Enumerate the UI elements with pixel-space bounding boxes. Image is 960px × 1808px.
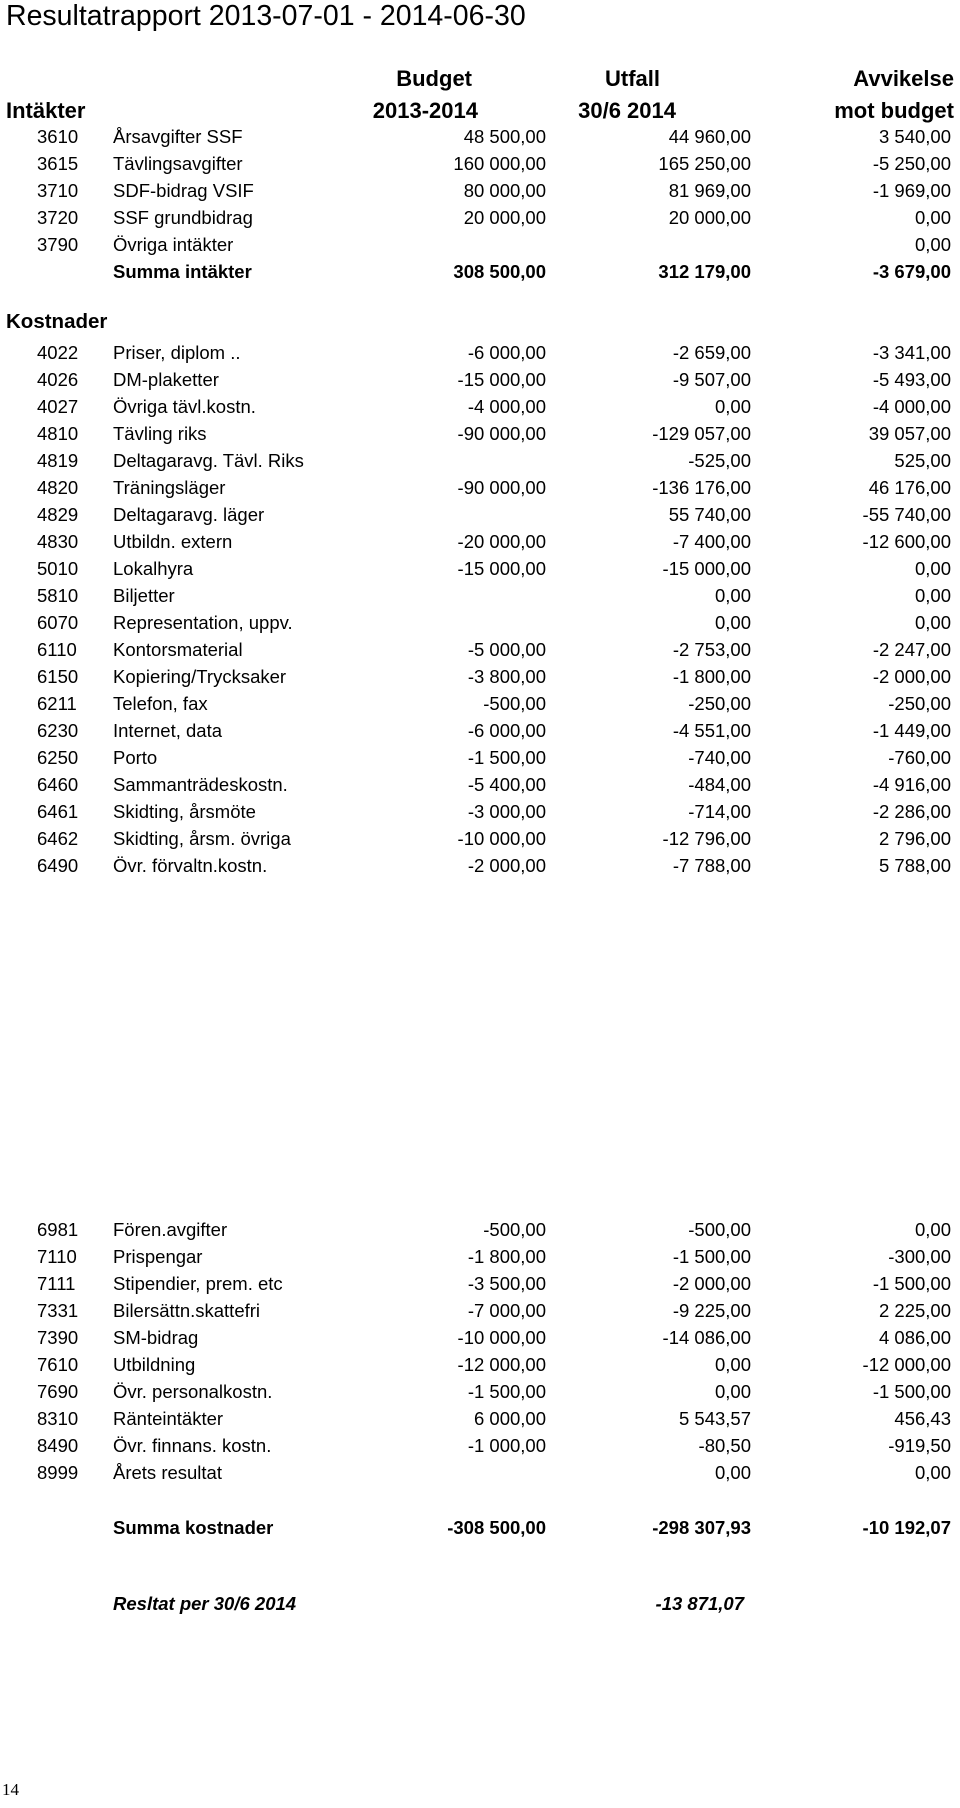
cost-row bbox=[0, 502, 960, 528]
budget-value: -500,00 bbox=[483, 1219, 546, 1240]
income-section-heading: Intäkter bbox=[6, 98, 86, 123]
deviation-value: 525,00 bbox=[894, 450, 951, 471]
outcome-value: -80,50 bbox=[698, 1435, 751, 1456]
outcome-value: 0,00 bbox=[714, 1381, 751, 1402]
income-row bbox=[0, 232, 960, 258]
account-code: 3615 bbox=[37, 153, 79, 174]
account-code: 5810 bbox=[37, 585, 79, 606]
account-name: Kopiering/Trycksaker bbox=[113, 666, 287, 687]
account-name: Deltagaravg. Tävl. Riks bbox=[113, 450, 304, 471]
cost-row bbox=[0, 1271, 960, 1297]
cost-row bbox=[0, 1433, 960, 1459]
account-code: 6981 bbox=[37, 1219, 79, 1240]
account-name: Årsavgifter SSF bbox=[113, 126, 243, 147]
deviation-value: 456,43 bbox=[894, 1408, 951, 1429]
deviation-value: -919,50 bbox=[888, 1435, 951, 1456]
budget-value: -6 000,00 bbox=[467, 342, 546, 363]
outcome-value: -500,00 bbox=[688, 1219, 751, 1240]
budget-value: -3 000,00 bbox=[467, 801, 546, 822]
deviation-value: -12 000,00 bbox=[862, 1354, 951, 1375]
cost-row bbox=[0, 826, 960, 852]
deviation-value: -2 286,00 bbox=[872, 801, 951, 822]
account-name: Tävling riks bbox=[113, 423, 207, 444]
budget-value: -20 000,00 bbox=[457, 531, 546, 552]
cost-row bbox=[0, 637, 960, 663]
account-code: 6461 bbox=[37, 801, 79, 822]
outcome-value: -484,00 bbox=[688, 774, 751, 795]
account-name: Deltagaravg. läger bbox=[113, 504, 265, 525]
cost-row bbox=[0, 1244, 960, 1270]
account-name: SM-bidrag bbox=[113, 1327, 199, 1348]
budget-value: 20 000,00 bbox=[463, 207, 546, 228]
account-name: Skidting, årsmöte bbox=[113, 801, 256, 822]
deviation-value: -4 916,00 bbox=[872, 774, 951, 795]
account-code: 3790 bbox=[37, 234, 79, 255]
cost-row bbox=[0, 1325, 960, 1351]
cost-total-label: Summa kostnader bbox=[113, 1517, 274, 1538]
cost-total-outcome: -298 307,93 bbox=[652, 1517, 751, 1538]
account-code: 3610 bbox=[37, 126, 79, 147]
outcome-value: -2 753,00 bbox=[672, 639, 751, 660]
costs-section-heading: Kostnader bbox=[6, 310, 108, 333]
cost-row bbox=[0, 691, 960, 717]
account-name: Bilersättn.skattefri bbox=[113, 1300, 261, 1321]
account-code: 8490 bbox=[37, 1435, 79, 1456]
budget-header-line2: 2013-2014 bbox=[372, 98, 478, 123]
result-value: -13 871,07 bbox=[655, 1593, 744, 1614]
account-code: 6490 bbox=[37, 855, 79, 876]
cost-row bbox=[0, 1406, 960, 1432]
outcome-value: 20 000,00 bbox=[668, 207, 751, 228]
account-name: Porto bbox=[113, 747, 158, 768]
income-row bbox=[0, 124, 960, 150]
outcome-value: 5 543,57 bbox=[678, 1408, 751, 1429]
account-code: 6211 bbox=[37, 693, 77, 714]
cost-row bbox=[0, 583, 960, 609]
outcome-value: -250,00 bbox=[688, 693, 751, 714]
cost-row bbox=[0, 556, 960, 582]
page-number: 14 bbox=[2, 1780, 19, 1799]
account-name: Träningsläger bbox=[113, 477, 226, 498]
outcome-value: 0,00 bbox=[714, 1354, 751, 1375]
account-code: 7690 bbox=[37, 1381, 79, 1402]
deviation-value: -1 449,00 bbox=[872, 720, 951, 741]
outcome-value: 0,00 bbox=[714, 585, 751, 606]
cost-row bbox=[0, 475, 960, 501]
budget-value: 80 000,00 bbox=[463, 180, 546, 201]
account-code: 6070 bbox=[37, 612, 79, 633]
account-name: Utbildning bbox=[113, 1354, 196, 1375]
deviation-value: -3 341,00 bbox=[872, 342, 951, 363]
cost-row bbox=[0, 529, 960, 555]
outcome-value: -2 000,00 bbox=[672, 1273, 751, 1294]
account-name: Kontorsmaterial bbox=[113, 639, 243, 660]
account-name: Övriga tävl.kostn. bbox=[113, 396, 256, 417]
outcome-header-line2: 30/6 2014 bbox=[578, 98, 676, 123]
budget-header-line1: Budget bbox=[396, 66, 472, 91]
budget-value: 48 500,00 bbox=[463, 126, 546, 147]
account-code: 4022 bbox=[37, 342, 79, 363]
outcome-value: 0,00 bbox=[714, 612, 751, 633]
budget-value: 160 000,00 bbox=[453, 153, 546, 174]
outcome-value: -15 000,00 bbox=[662, 558, 751, 579]
cost-row bbox=[0, 718, 960, 744]
account-code: 4810 bbox=[37, 423, 79, 444]
deviation-value: 4 086,00 bbox=[878, 1327, 951, 1348]
deviation-value: -300,00 bbox=[888, 1246, 951, 1267]
cost-row bbox=[0, 1298, 960, 1324]
cost-row bbox=[0, 1217, 960, 1243]
deviation-value: 0,00 bbox=[914, 558, 951, 579]
deviation-value: -5 250,00 bbox=[872, 153, 951, 174]
outcome-value: 55 740,00 bbox=[668, 504, 751, 525]
account-name: Övr. finnans. kostn. bbox=[113, 1435, 272, 1456]
deviation-value: -760,00 bbox=[888, 747, 951, 768]
cost-row bbox=[0, 1352, 960, 1378]
account-name: SDF-bidrag VSIF bbox=[113, 180, 254, 201]
account-code: 5010 bbox=[37, 558, 79, 579]
budget-value: -2 000,00 bbox=[467, 855, 546, 876]
deviation-value: -2 247,00 bbox=[872, 639, 951, 660]
outcome-value: -1 800,00 bbox=[672, 666, 751, 687]
account-name: Övr. personalkostn. bbox=[113, 1381, 273, 1402]
outcome-value: -136 176,00 bbox=[652, 477, 751, 498]
budget-value: -15 000,00 bbox=[457, 369, 546, 390]
deviation-value: 0,00 bbox=[914, 585, 951, 606]
cost-row bbox=[0, 340, 960, 366]
outcome-value: -9 225,00 bbox=[672, 1300, 751, 1321]
account-code: 4830 bbox=[37, 531, 79, 552]
account-code: 7111 bbox=[37, 1273, 76, 1294]
cost-row bbox=[0, 394, 960, 420]
cost-total-deviation: -10 192,07 bbox=[862, 1517, 951, 1538]
budget-value: -1 000,00 bbox=[467, 1435, 546, 1456]
account-code: 4027 bbox=[37, 396, 79, 417]
deviation-value: 2 796,00 bbox=[878, 828, 951, 849]
account-name: Internet, data bbox=[113, 720, 223, 741]
cost-row bbox=[0, 1460, 960, 1486]
deviation-value: -55 740,00 bbox=[862, 504, 951, 525]
outcome-value: 0,00 bbox=[714, 396, 751, 417]
budget-value: -10 000,00 bbox=[457, 1327, 546, 1348]
deviation-value: -5 493,00 bbox=[872, 369, 951, 390]
budget-value: -12 000,00 bbox=[457, 1354, 546, 1375]
budget-value: -7 000,00 bbox=[467, 1300, 546, 1321]
budget-value: -3 800,00 bbox=[467, 666, 546, 687]
outcome-value: 165 250,00 bbox=[658, 153, 751, 174]
budget-value: -500,00 bbox=[483, 693, 546, 714]
deviation-value: 0,00 bbox=[914, 234, 951, 255]
account-name: Lokalhyra bbox=[113, 558, 194, 579]
deviation-value: -12 600,00 bbox=[862, 531, 951, 552]
outcome-value: -129 057,00 bbox=[652, 423, 751, 444]
outcome-value: 81 969,00 bbox=[668, 180, 751, 201]
cost-row bbox=[0, 664, 960, 690]
account-code: 6110 bbox=[37, 639, 77, 660]
account-code: 3720 bbox=[37, 207, 79, 228]
account-code: 8999 bbox=[37, 1462, 79, 1483]
account-name: SSF grundbidrag bbox=[113, 207, 253, 228]
budget-value: -15 000,00 bbox=[457, 558, 546, 579]
account-code: 6250 bbox=[37, 747, 79, 768]
account-name: Prispengar bbox=[113, 1246, 203, 1267]
deviation-header-line2: mot budget bbox=[834, 98, 954, 123]
account-name: Årets resultat bbox=[113, 1462, 222, 1483]
outcome-value: -4 551,00 bbox=[672, 720, 751, 741]
account-name: Utbildn. extern bbox=[113, 531, 233, 552]
account-code: 6150 bbox=[37, 666, 79, 687]
budget-value: -1 500,00 bbox=[467, 1381, 546, 1402]
account-name: Representation, uppv. bbox=[113, 612, 293, 633]
income-total-deviation: -3 679,00 bbox=[872, 261, 951, 282]
income-total-label: Summa intäkter bbox=[113, 261, 252, 282]
account-name: Skidting, årsm. övriga bbox=[113, 828, 291, 849]
outcome-value: -740,00 bbox=[688, 747, 751, 768]
income-row bbox=[0, 151, 960, 177]
income-row bbox=[0, 178, 960, 204]
account-code: 7331 bbox=[37, 1300, 79, 1321]
outcome-value: -12 796,00 bbox=[662, 828, 751, 849]
outcome-value: -14 086,00 bbox=[662, 1327, 751, 1348]
deviation-value: 39 057,00 bbox=[868, 423, 951, 444]
outcome-value: -2 659,00 bbox=[672, 342, 751, 363]
deviation-value: -1 969,00 bbox=[872, 180, 951, 201]
account-code: 7390 bbox=[37, 1327, 79, 1348]
outcome-value: 44 960,00 bbox=[668, 126, 751, 147]
income-total-outcome: 312 179,00 bbox=[658, 261, 751, 282]
deviation-value: 0,00 bbox=[914, 1462, 951, 1483]
cost-row bbox=[0, 799, 960, 825]
deviation-value: 0,00 bbox=[914, 1219, 951, 1240]
deviation-value: -1 500,00 bbox=[872, 1381, 951, 1402]
deviation-value: 0,00 bbox=[914, 612, 951, 633]
cost-row bbox=[0, 421, 960, 447]
account-name: Priser, diplom .. bbox=[113, 342, 241, 363]
account-name: Sammanträdeskostn. bbox=[113, 774, 288, 795]
cost-row bbox=[0, 610, 960, 636]
budget-value: -1 800,00 bbox=[467, 1246, 546, 1267]
account-name: Biljetter bbox=[113, 585, 175, 606]
income-total-budget: 308 500,00 bbox=[453, 261, 546, 282]
outcome-header-line1: Utfall bbox=[605, 66, 660, 91]
budget-value: -90 000,00 bbox=[457, 423, 546, 444]
cost-row bbox=[0, 448, 960, 474]
account-code: 8310 bbox=[37, 1408, 79, 1429]
outcome-value: -525,00 bbox=[688, 450, 751, 471]
budget-value: 6 000,00 bbox=[473, 1408, 546, 1429]
cost-row bbox=[0, 745, 960, 771]
deviation-value: -4 000,00 bbox=[872, 396, 951, 417]
cost-row bbox=[0, 772, 960, 798]
budget-value: -6 000,00 bbox=[467, 720, 546, 741]
outcome-value: 0,00 bbox=[714, 1462, 751, 1483]
cost-total-row bbox=[0, 1515, 960, 1541]
deviation-value: 3 540,00 bbox=[878, 126, 951, 147]
deviation-value: -1 500,00 bbox=[872, 1273, 951, 1294]
result-label: Resltat per 30/6 2014 bbox=[113, 1593, 297, 1614]
account-name: DM-plaketter bbox=[113, 369, 219, 390]
budget-value: -5 000,00 bbox=[467, 639, 546, 660]
budget-value: -4 000,00 bbox=[467, 396, 546, 417]
account-code: 6462 bbox=[37, 828, 79, 849]
deviation-header-line1: Avvikelse bbox=[853, 66, 954, 91]
account-code: 7110 bbox=[37, 1246, 77, 1267]
account-code: 6460 bbox=[37, 774, 79, 795]
account-code: 7610 bbox=[37, 1354, 79, 1375]
outcome-value: -1 500,00 bbox=[672, 1246, 751, 1267]
outcome-value: -9 507,00 bbox=[672, 369, 751, 390]
account-code: 4819 bbox=[37, 450, 79, 471]
cost-row bbox=[0, 1379, 960, 1405]
budget-value: -1 500,00 bbox=[467, 747, 546, 768]
budget-value: -90 000,00 bbox=[457, 477, 546, 498]
account-name: Telefon, fax bbox=[113, 693, 208, 714]
account-name: Tävlingsavgifter bbox=[113, 153, 243, 174]
deviation-value: -250,00 bbox=[888, 693, 951, 714]
account-name: Stipendier, prem. etc bbox=[113, 1273, 283, 1294]
deviation-value: 0,00 bbox=[914, 207, 951, 228]
account-code: 4026 bbox=[37, 369, 79, 390]
account-name: Övr. förvaltn.kostn. bbox=[113, 855, 268, 876]
budget-value: -3 500,00 bbox=[467, 1273, 546, 1294]
outcome-value: -7 788,00 bbox=[672, 855, 751, 876]
deviation-value: 46 176,00 bbox=[868, 477, 951, 498]
account-name: Övriga intäkter bbox=[113, 234, 234, 255]
deviation-value: 5 788,00 bbox=[878, 855, 951, 876]
account-code: 3710 bbox=[37, 180, 79, 201]
deviation-value: 2 225,00 bbox=[878, 1300, 951, 1321]
income-row bbox=[0, 205, 960, 231]
account-name: Ränteintäkter bbox=[113, 1408, 224, 1429]
outcome-value: -7 400,00 bbox=[672, 531, 751, 552]
account-name: Fören.avgifter bbox=[113, 1219, 228, 1240]
cost-total-budget: -308 500,00 bbox=[447, 1517, 546, 1538]
account-code: 4820 bbox=[37, 477, 79, 498]
budget-value: -5 400,00 bbox=[467, 774, 546, 795]
account-code: 6230 bbox=[37, 720, 79, 741]
outcome-value: -714,00 bbox=[688, 801, 751, 822]
deviation-value: -2 000,00 bbox=[872, 666, 951, 687]
income-total-row bbox=[0, 259, 960, 285]
cost-row bbox=[0, 367, 960, 393]
report-title: Resultatrapport 2013-07-01 - 2014-06-30 bbox=[6, 0, 526, 32]
cost-row bbox=[0, 853, 960, 879]
account-code: 4829 bbox=[37, 504, 79, 525]
budget-value: -10 000,00 bbox=[457, 828, 546, 849]
